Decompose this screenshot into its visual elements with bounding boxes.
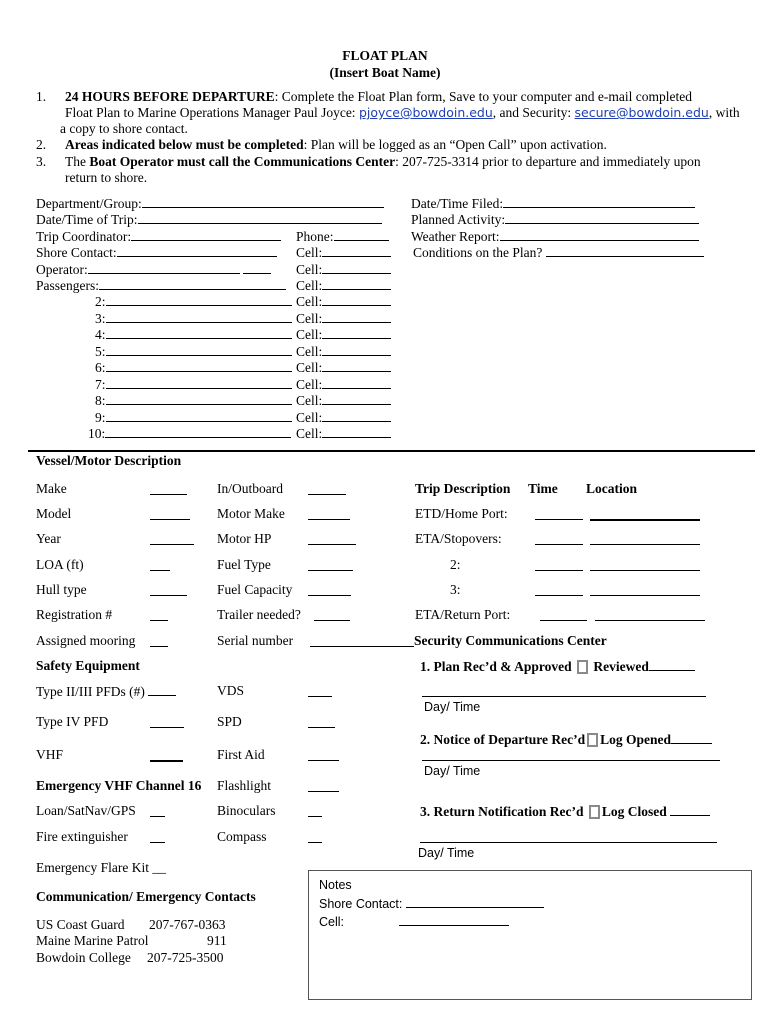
- passenger-8-cell-field[interactable]: Cell:: [296, 392, 391, 409]
- date-time-filed-field[interactable]: Date/Time Filed:: [411, 195, 695, 212]
- weather-report-field[interactable]: Weather Report:: [411, 228, 699, 245]
- vessel-field-4-label: Hull type: [36, 582, 87, 597]
- passenger-6-cell-field[interactable]: Cell:: [296, 359, 391, 376]
- section-divider: [28, 450, 755, 452]
- passenger-2-cell-field[interactable]: Cell:: [296, 293, 391, 310]
- trip-location-heading: Location: [586, 481, 638, 496]
- fire-extinguisher-line[interactable]: [150, 842, 165, 843]
- flashlight-label: Flashlight: [217, 778, 272, 793]
- spd-label: SPD: [217, 714, 242, 729]
- motor-field-4-line[interactable]: [308, 595, 351, 596]
- notes-heading: Notes: [319, 878, 352, 892]
- vessel-field-2-label: Year: [36, 531, 61, 546]
- vhf-label: VHF: [36, 747, 64, 762]
- emergency-flare-kit-field[interactable]: Emergency Flare Kit __: [36, 860, 166, 875]
- trip-coordinator-field[interactable]: Trip Coordinator:: [36, 228, 281, 245]
- pfd-field[interactable]: Type II/III PFDs (#): [36, 683, 176, 700]
- spd-line[interactable]: [308, 727, 335, 728]
- planned-activity-field[interactable]: Planned Activity:: [411, 211, 699, 228]
- safety-equipment-heading: Safety Equipment: [36, 658, 140, 673]
- passenger-4-cell-field[interactable]: Cell:: [296, 326, 391, 343]
- binoculars-line[interactable]: [308, 816, 322, 817]
- date-time-of-trip-field[interactable]: Date/Time of Trip:: [36, 211, 382, 228]
- departure-notice-row: 2. Notice of Departure Rec’d Log Opened: [420, 731, 712, 748]
- notes-cell-field[interactable]: Cell:: [319, 913, 509, 930]
- emergency-contacts-heading: Communication/ Emergency Contacts: [36, 889, 256, 904]
- uscg-phone: 207-767-0363: [149, 917, 226, 932]
- vessel-field-5-label: Registration #: [36, 607, 113, 622]
- trip-row-3-label: 3:: [450, 582, 461, 597]
- motor-field-4-label: Fuel Capacity: [217, 582, 293, 597]
- vds-line[interactable]: [308, 696, 332, 697]
- motor-field-3-label: Fuel Type: [217, 557, 271, 572]
- vessel-field-1-line[interactable]: [150, 519, 190, 520]
- instruction-number-2: 2.: [36, 137, 47, 152]
- motor-field-5-label: Trailer needed?: [217, 607, 301, 622]
- passenger-1-field[interactable]: Passengers:: [36, 277, 286, 294]
- compass-line[interactable]: [308, 842, 322, 843]
- motor-field-2-label: Motor HP: [217, 531, 272, 546]
- instruction-2: Areas indicated below must be completed: Plan will be logged as an “Open Call” upon activation.: [65, 137, 607, 152]
- compass-label: Compass: [217, 829, 267, 844]
- trip-row-1-label: ETA/Stopovers:: [415, 531, 502, 546]
- departure-notice-daytime-label: Day/ Time: [424, 764, 481, 778]
- first-aid-line[interactable]: [308, 760, 339, 761]
- plan-approved-row: 1. Plan Rec’d & Approved Reviewed: [420, 658, 695, 675]
- trip-time-heading: Time: [528, 481, 558, 496]
- vessel-motor-heading: Vessel/Motor Description: [36, 453, 182, 468]
- shore-contact-field[interactable]: Shore Contact:: [36, 244, 277, 261]
- trip-row-2-location-line[interactable]: [590, 570, 700, 571]
- motor-field-0-label: In/Outboard: [217, 481, 283, 496]
- trip-row-2-label: 2:: [450, 557, 461, 572]
- maine-marine-patrol-phone: 911: [207, 933, 227, 948]
- flashlight-line[interactable]: [308, 791, 339, 792]
- instruction-1-line-1: 24 HOURS BEFORE DEPARTURE: Complete the Float Plan form, Save to your computer and e-mail completed: [65, 89, 692, 104]
- vessel-field-0-label: Make: [36, 481, 67, 496]
- pjoyce-email-link[interactable]: pjoyce@bowdoin.edu: [358, 105, 493, 120]
- binoculars-label: Binoculars: [217, 803, 276, 818]
- motor-field-6-line[interactable]: [310, 646, 414, 647]
- instruction-1-line-2: Float Plan to Marine Operations Manager Paul Joyce: pjoyce@bowdoin.edu, and Security: secure@bowdoin.edu, with: [65, 105, 740, 120]
- instruction-1-line-3: a copy to shore contact.: [60, 121, 188, 136]
- passenger-9-field[interactable]: 9:: [95, 409, 292, 426]
- plan-approved-checkbox[interactable]: [577, 660, 588, 674]
- trip-row-1-time-line[interactable]: [535, 544, 583, 545]
- type-iv-pfd-line[interactable]: [150, 727, 184, 728]
- page-title: FLOAT PLAN: [342, 48, 428, 63]
- motor-field-5-line[interactable]: [314, 620, 350, 621]
- type-iv-pfd-label: Type IV PFD: [36, 714, 109, 729]
- fire-extinguisher-label: Fire extinguisher: [36, 829, 128, 844]
- trip-row-3-location-line[interactable]: [590, 595, 700, 596]
- vds-label: VDS: [217, 683, 245, 698]
- vessel-field-1-label: Model: [36, 506, 72, 521]
- passenger-3-cell-field[interactable]: Cell:: [296, 310, 391, 327]
- notes-box[interactable]: [308, 870, 752, 1000]
- instruction-3-line-1: The Boat Operator must call the Communications Center: 207-725-3314 prior to departure and immediately upon: [65, 154, 701, 169]
- instruction-number-1: 1.: [36, 89, 47, 104]
- departure-notice-checkbox[interactable]: [587, 733, 598, 747]
- trip-row-1-location-line[interactable]: [590, 544, 700, 545]
- gps-label: Loan/SatNav/GPS: [36, 803, 136, 818]
- trip-row-0-label: ETD/Home Port:: [415, 506, 508, 521]
- passenger-8-field[interactable]: 8:: [95, 392, 292, 409]
- passenger-1-cell-field[interactable]: Cell:: [296, 277, 391, 294]
- motor-field-1-label: Motor Make: [217, 506, 285, 521]
- vessel-field-6-label: Assigned mooring: [36, 633, 136, 648]
- plan-approved-daytime-label: Day/ Time: [424, 700, 481, 714]
- trip-row-0-location-line[interactable]: [590, 519, 700, 521]
- return-notification-checkbox[interactable]: [589, 805, 600, 819]
- trip-row-2-time-line[interactable]: [535, 570, 583, 571]
- bowdoin-name: Bowdoin College: [36, 950, 131, 965]
- passenger-5-cell-field[interactable]: Cell:: [296, 343, 391, 360]
- first-aid-label: First Aid: [217, 747, 265, 762]
- return-notification-daytime-label: Day/ Time: [418, 846, 475, 860]
- return-notification-row: 3. Return Notification Rec’d Log Closed: [420, 803, 710, 820]
- bowdoin-phone: 207-725-3500: [147, 950, 224, 965]
- motor-field-1-line[interactable]: [308, 519, 350, 520]
- operator-field[interactable]: Operator:: [36, 261, 271, 278]
- trip-row-4-location-line[interactable]: [595, 620, 705, 621]
- instruction-number-3: 3.: [36, 154, 47, 169]
- conditions-field[interactable]: Conditions on the Plan?: [413, 244, 704, 261]
- passenger-10-cell-field[interactable]: Cell:: [296, 425, 391, 442]
- trip-row-4-time-line[interactable]: [540, 620, 587, 621]
- vessel-field-0-line[interactable]: [150, 494, 187, 495]
- passenger-10-field[interactable]: 10:: [88, 425, 291, 442]
- motor-field-0-line[interactable]: [308, 494, 346, 495]
- plan-approved-daytime-line[interactable]: [422, 696, 706, 697]
- vessel-field-6-line[interactable]: [150, 646, 168, 647]
- boat-name-placeholder: (Insert Boat Name): [329, 65, 441, 80]
- motor-field-3-line[interactable]: [308, 570, 353, 571]
- vhf-line[interactable]: [150, 760, 183, 762]
- notes-shore-contact-field[interactable]: Shore Contact:: [319, 895, 544, 912]
- return-notification-daytime-line[interactable]: [420, 842, 717, 843]
- motor-field-2-line[interactable]: [308, 544, 356, 545]
- trip-row-3-time-line[interactable]: [535, 595, 583, 596]
- trip-coordinator-phone-field[interactable]: Phone:: [296, 228, 389, 245]
- department-field[interactable]: Department/Group:: [36, 195, 384, 212]
- operator-cell-field[interactable]: Cell:: [296, 261, 391, 278]
- passenger-4-field[interactable]: 4:: [95, 326, 292, 343]
- passenger-2-field[interactable]: 2:: [95, 293, 292, 310]
- passenger-6-field[interactable]: 6:: [95, 359, 292, 376]
- vessel-field-5-line[interactable]: [150, 620, 168, 621]
- security-communications-heading: Security Communications Center: [414, 633, 607, 648]
- motor-field-6-label: Serial number: [217, 633, 294, 648]
- vessel-field-4-line[interactable]: [150, 595, 187, 596]
- passenger-9-cell-field[interactable]: Cell:: [296, 409, 391, 426]
- passenger-7-field[interactable]: 7:: [95, 376, 292, 393]
- instruction-3-line-2: return to shore.: [65, 170, 148, 185]
- vessel-field-3-line[interactable]: [150, 570, 170, 571]
- trip-row-4-label: ETA/Return Port:: [415, 607, 511, 622]
- vessel-field-3-label: LOA (ft): [36, 557, 84, 572]
- gps-line[interactable]: [150, 816, 165, 817]
- passenger-5-field[interactable]: 5:: [95, 343, 292, 360]
- security-email-link[interactable]: secure@bowdoin.edu: [574, 105, 709, 120]
- vessel-field-2-line[interactable]: [150, 544, 194, 545]
- maine-marine-patrol-name: Maine Marine Patrol: [36, 933, 149, 948]
- uscg-name: US Coast Guard: [36, 917, 125, 932]
- departure-notice-daytime-line[interactable]: [422, 760, 720, 761]
- trip-row-0-time-line[interactable]: [535, 519, 583, 520]
- passenger-3-field[interactable]: 3:: [95, 310, 292, 327]
- trip-description-heading: Trip Description: [415, 481, 511, 496]
- passenger-7-cell-field[interactable]: Cell:: [296, 376, 391, 393]
- shore-contact-cell-field[interactable]: Cell:: [296, 244, 391, 261]
- emergency-vhf-label: Emergency VHF Channel 16: [36, 778, 202, 793]
